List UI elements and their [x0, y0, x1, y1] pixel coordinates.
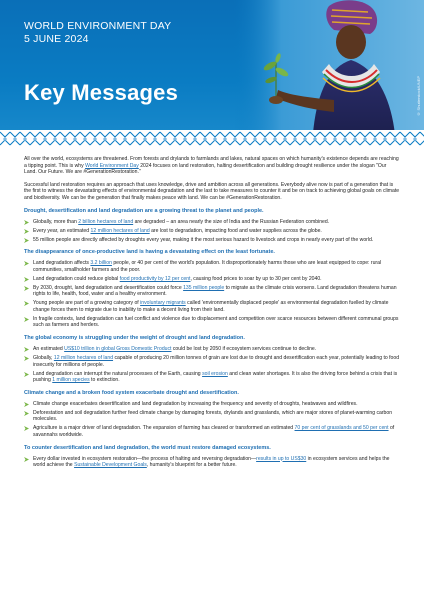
text-run: By 2030, drought, land degradation and desertification could force	[33, 284, 184, 291]
bullet-list	[24, 456, 400, 469]
text-run: , causing food prices to soar by up to 30 per cent by 2040.	[190, 275, 322, 282]
hero-banner	[0, 0, 424, 148]
section-heading: The disappearance of once-productive land is having a devastating effect on the least fortunate.	[24, 249, 275, 256]
text-run: called 'environmentally displaced people' as environmental degradation fuelled by climate change forces them to migrate due to inability to make a decent living from their land.	[33, 300, 389, 313]
text-run: Land degradation affects	[33, 260, 91, 267]
text-run: Climate change exacerbates desertification and land degradation by increasing the frequency and severity of droughts, heatwaves and wildfires.	[33, 400, 358, 407]
bullet-icon	[24, 238, 29, 243]
bullet-icon	[24, 372, 29, 377]
list-item	[24, 410, 400, 423]
sections	[24, 208, 400, 469]
bullet-icon	[24, 356, 29, 361]
bullet-icon	[24, 286, 29, 291]
bullet-list	[24, 346, 400, 384]
text-run: Every dollar invested in ecosystem restoration—the process of halting and reversing degradation—	[33, 455, 257, 462]
page-title: Key Messages	[24, 80, 179, 105]
bullet-icon	[24, 277, 29, 282]
bullet-list	[24, 401, 400, 439]
section-heading: The global economy is struggling under the weight of drought and land degradation.	[24, 335, 245, 342]
inline-link[interactable]: US$10 trillion in global Gross Domestic Product	[64, 346, 172, 353]
inline-link[interactable]: Sustainable Development Goals	[74, 462, 147, 469]
text-run: and clean water shortages. It is also the driving force behind a crisis that is pushing	[33, 370, 398, 384]
bullet-list	[24, 260, 400, 329]
text-run: Land degradation could reduce global	[33, 275, 120, 282]
inline-link[interactable]: 12 million hectares of land	[90, 227, 150, 234]
inline-link[interactable]: soil erosion	[202, 370, 228, 377]
list-item	[24, 346, 400, 353]
list-item	[24, 276, 400, 283]
inline-link[interactable]: food productivity by 12 per cent	[119, 275, 191, 282]
text-run: An estimated	[33, 346, 65, 353]
section-heading: To counter desertification and land degradation, the world must restore damaged ecosystems.	[24, 444, 271, 451]
inline-link[interactable]: 2 billion hectares of land	[78, 218, 134, 225]
text-run: of savannahs worldwide.	[33, 425, 395, 438]
text-run: could be lost by 2050 if ecosystem services continue to decline.	[171, 346, 317, 353]
section-heading: Climate change and a broken food system exacerbate drought and desertification.	[24, 389, 239, 396]
text-run: Young people are part of a growing category of	[33, 300, 141, 307]
bullet-icon	[24, 457, 29, 462]
list-item	[24, 425, 400, 438]
bullet-list	[24, 219, 400, 244]
inline-link[interactable]: 12 million hectares of land	[53, 355, 114, 362]
text-run: are degraded – an area nearly the size of India and the Russian Federation combined.	[133, 218, 330, 225]
text-run: In fragile contexts, land degradation can fuel conflict and violence due to displacement and competition over scarce resources between different communal groups such as farmers and herders.	[33, 315, 399, 329]
intro-paragraph	[24, 182, 400, 202]
text-run: to migrate as the climate crisis worsens. Land degradation threatens human rights to life, health, food, water and a healthy environment.	[33, 284, 397, 298]
text-run: Every year, an estimated	[33, 227, 91, 234]
list-item	[24, 456, 400, 469]
decorative-pattern-band	[0, 130, 424, 148]
list-item	[24, 237, 400, 244]
inline-link[interactable]: 135 million people	[183, 284, 225, 291]
bullet-icon	[24, 426, 29, 431]
intro	[24, 156, 400, 202]
text-run: in ecosystem services and helps the world achieve the	[33, 455, 390, 469]
text-run: Globally, more than	[33, 218, 79, 225]
list-item	[24, 219, 400, 226]
text-run: , humanity's blueprint for a better future.	[146, 462, 237, 469]
inline-link[interactable]: 3.2 billion	[90, 260, 112, 267]
bullet-icon	[24, 220, 29, 225]
hero-photo-woman-holding-plant	[234, 0, 424, 148]
text-run: 55 million people are directly affected by droughts every year, making it the most serious hazard to livestock and crops in nearly every part of the world.	[33, 236, 374, 243]
bullet-icon	[24, 411, 29, 416]
text-run: Deforestation and soil degradation further feed climate change by damaging forests, drylands and grasslands, which are major stores of planet-warming carbon molecules.	[33, 409, 393, 423]
event-name: WORLD ENVIRONMENT DAY	[24, 20, 172, 32]
inline-link[interactable]: World Environment Day	[85, 162, 139, 169]
list-item	[24, 316, 400, 329]
list-item	[24, 300, 400, 313]
photo-credit: © Shutterstock/UNEP	[416, 76, 421, 117]
main-content	[24, 156, 400, 471]
text-run: are lost to degradation, impacting food and water supplies across the globe.	[149, 227, 322, 234]
text-run: to extinction.	[89, 377, 120, 384]
text-run: Agriculture is a major driver of land degradation. The expansion of farming has cleared or transformed an estimated	[33, 425, 295, 432]
inline-link[interactable]: involuntary migrants	[140, 300, 186, 307]
bullet-icon	[24, 229, 29, 234]
text-run: Land degradation can interrupt the natural processes of the Earth, causing	[33, 370, 203, 377]
event-title	[24, 20, 171, 45]
intro-paragraph	[24, 156, 400, 176]
list-item	[24, 228, 400, 235]
bullet-icon	[24, 402, 29, 407]
list-item	[24, 355, 400, 368]
text-run: Globally,	[33, 355, 54, 362]
list-item	[24, 401, 400, 408]
section-heading: Drought, desertification and land degradation are a growing threat to the planet and people.	[24, 207, 264, 214]
bullet-icon	[24, 347, 29, 352]
event-date: 5 JUNE 2024	[24, 32, 89, 45]
bullet-icon	[24, 261, 29, 266]
inline-link[interactable]: 70 per cent of grasslands and 50 per cent	[294, 425, 389, 432]
list-item	[24, 371, 400, 384]
text-run: All over the world, ecosystems are threatened. From forests and drylands to farmlands and lakes, natural spaces on which humanity's existence depends are reaching a tipping point. This is why	[24, 156, 399, 169]
list-item	[24, 285, 400, 298]
bullet-icon	[24, 317, 29, 322]
text-run: people, or 40 per cent of the world's population. It disproportionately harms those who are least equipped to cope: rural communities, smallholder farmers and the poor.	[33, 260, 382, 273]
bullet-icon	[24, 301, 29, 306]
inline-link[interactable]: results in up to US$30	[256, 455, 307, 462]
list-item	[24, 260, 400, 273]
text-run: 2024 focuses on land restoration, halting desertification and building drought resilience under the slogan "Our Land. Our Future. We are #GenerationRestoration."	[24, 162, 387, 176]
text-run: Successful land restoration requires an approach that uses knowledge, drive and ambition across all generations. Everybody alive now is part of a generation that is the first to witness the devastating effects of environmental degradation and the last to take measures to counter it and be on track to achieving global goals on climate and biodiversity. We can be the generation that finally makes peace with land. We can be #GenerationRestoration.	[24, 181, 400, 201]
text-run: capable of producing 20 million tonnes of grain are lost due to drought and desertification each year, potentially leading to food insecurity for millions of people.	[33, 355, 400, 368]
inline-link[interactable]: 1 million species	[52, 377, 90, 384]
